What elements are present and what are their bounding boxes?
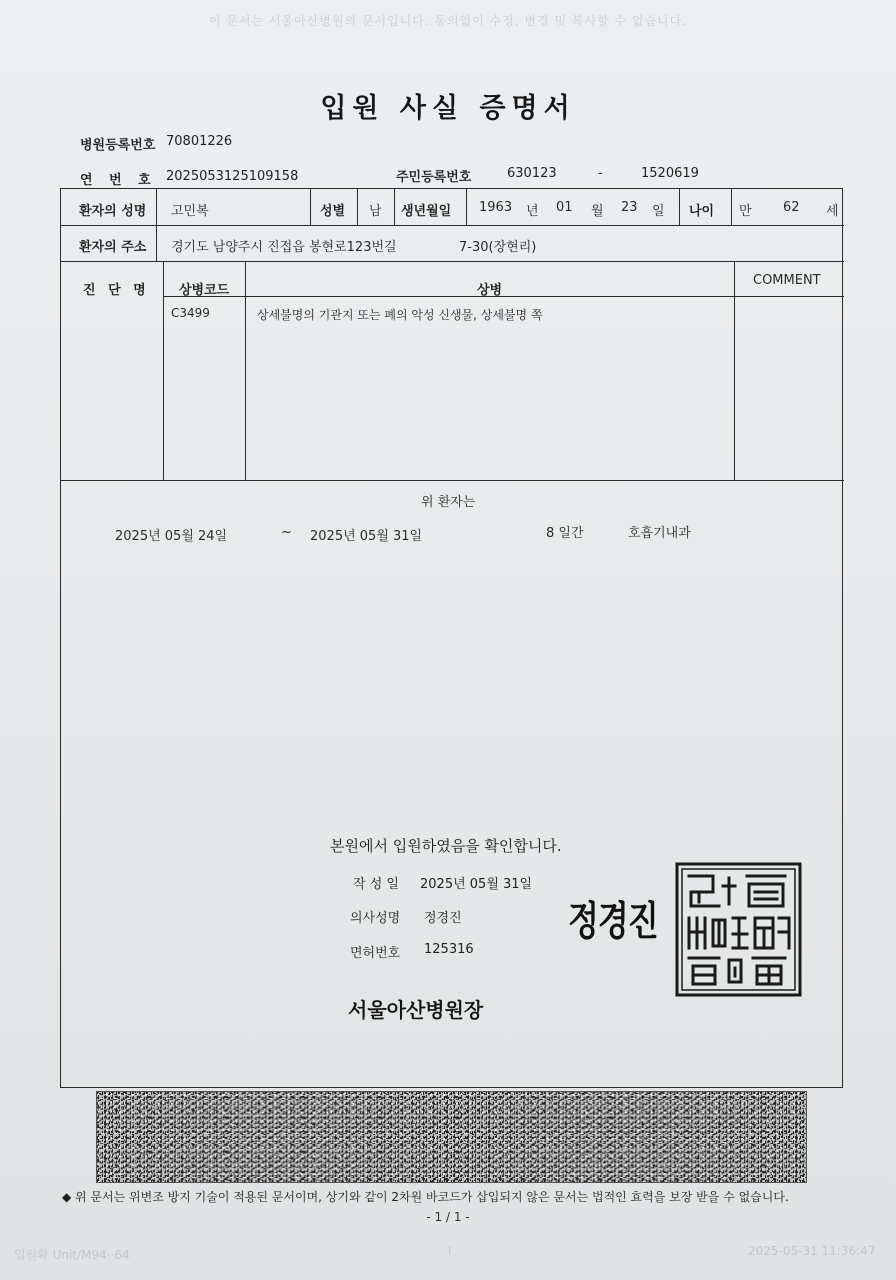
anti-forgery-barcode [96,1091,807,1183]
col-divider [357,189,358,225]
day-unit: 일 [652,204,665,219]
issue-date: 2025년 05월 31일 [420,877,533,892]
col-divider [310,189,311,225]
col-divider [466,189,467,225]
admission-tilde: ~ [281,525,292,540]
serial-value: 2025053125109158 [166,169,299,184]
admission-heading: 위 환자는 [421,495,476,510]
address-label: 환자의 주소 [79,240,147,255]
address-line1: 경기도 남양주시 진접읍 봉현로123번길 [171,240,397,255]
page-number: - 1 / 1 - [426,1210,470,1224]
diagnosis-name: 상세불명의 기관지 또는 폐의 악성 신생물, 상세불명 쪽 [257,308,543,322]
col-divider [156,225,157,261]
license-number: 125316 [424,942,474,957]
patient-name: 고민복 [171,204,209,219]
diagnosis-label: 진 단 명 [83,283,150,298]
admission-end: 2025년 05월 31일 [310,529,423,544]
address-line2: 7-30(장현리) [459,240,537,255]
row-divider [61,225,844,226]
sex-label: 성별 [320,204,346,219]
admission-days: 8 일간 [546,526,584,541]
sex-value: 남 [369,204,382,219]
rrn-label: 주민등록번호 [396,170,472,185]
year-unit: 년 [526,204,539,219]
doctor-name: 정경진 [424,911,462,926]
legal-notice: ◆ 위 문서는 위변조 방지 기술이 적용된 문서이며, 상기와 같이 2차원 바코드가 삽입되지 않은 문서는 법적인 효력을 보장 받을 수 없습니다. [62,1190,789,1204]
hospital-director: 서울아산병원장 [348,998,484,1022]
copy-protection-notice: 이 문서는 서울아산병원의 문서입니다. 동의없이 수정, 변경 및 복사할 수 없습니다. [208,14,688,28]
doctor-label: 의사성명 [350,911,401,926]
dob-label: 생년월일 [401,204,452,219]
age-prefix: 만 [739,204,752,219]
col-divider [156,189,157,225]
dob-month: 01 [556,200,573,215]
footer-mark: I [448,1244,452,1258]
confirmation-text: 본원에서 입원하였음을 확인합니다. [330,837,562,855]
print-unit-info: 입원확 Unit/M94··64 [14,1248,130,1262]
admission-start: 2025년 05월 24일 [115,529,228,544]
code-header: 상병코드 [179,283,230,298]
print-timestamp: 2025-05-31 11:36:47 [748,1244,876,1258]
diagnosis-name-header: 상병 [477,283,503,298]
diagnosis-code: C3499 [171,306,210,320]
comment-header: COMMENT [753,273,821,288]
row-divider [61,480,844,481]
hospital-seal-stamp [675,862,802,997]
col-divider [731,189,732,225]
col-divider [394,189,395,225]
serial-label: 연 번 호 [80,173,157,188]
dob-day: 23 [621,200,638,215]
hospital-reg-label: 병원등록번호 [80,138,156,153]
document-title: 입원 사실 증명서 [320,93,576,124]
col-divider [163,261,164,480]
age-label: 나이 [689,204,715,219]
issue-date-label: 작 성 일 [353,877,399,892]
month-unit: 월 [591,204,604,219]
admission-department: 호흡기내과 [628,526,691,541]
col-divider [245,261,246,480]
rrn-front: 630123 [507,166,557,181]
col-divider [679,189,680,225]
row-divider [61,261,844,262]
row-divider [163,296,844,297]
col-divider [734,261,735,480]
patient-name-label: 환자의 성명 [79,204,147,219]
doctor-signature: 정경진 [568,896,658,945]
license-label: 면허번호 [350,946,401,961]
rrn-dash: - [598,166,603,181]
hospital-reg-value: 70801226 [166,134,233,149]
age-value: 62 [783,200,800,215]
age-unit: 세 [826,204,839,219]
dob-year: 1963 [479,200,513,215]
rrn-back: 1520619 [641,166,699,181]
